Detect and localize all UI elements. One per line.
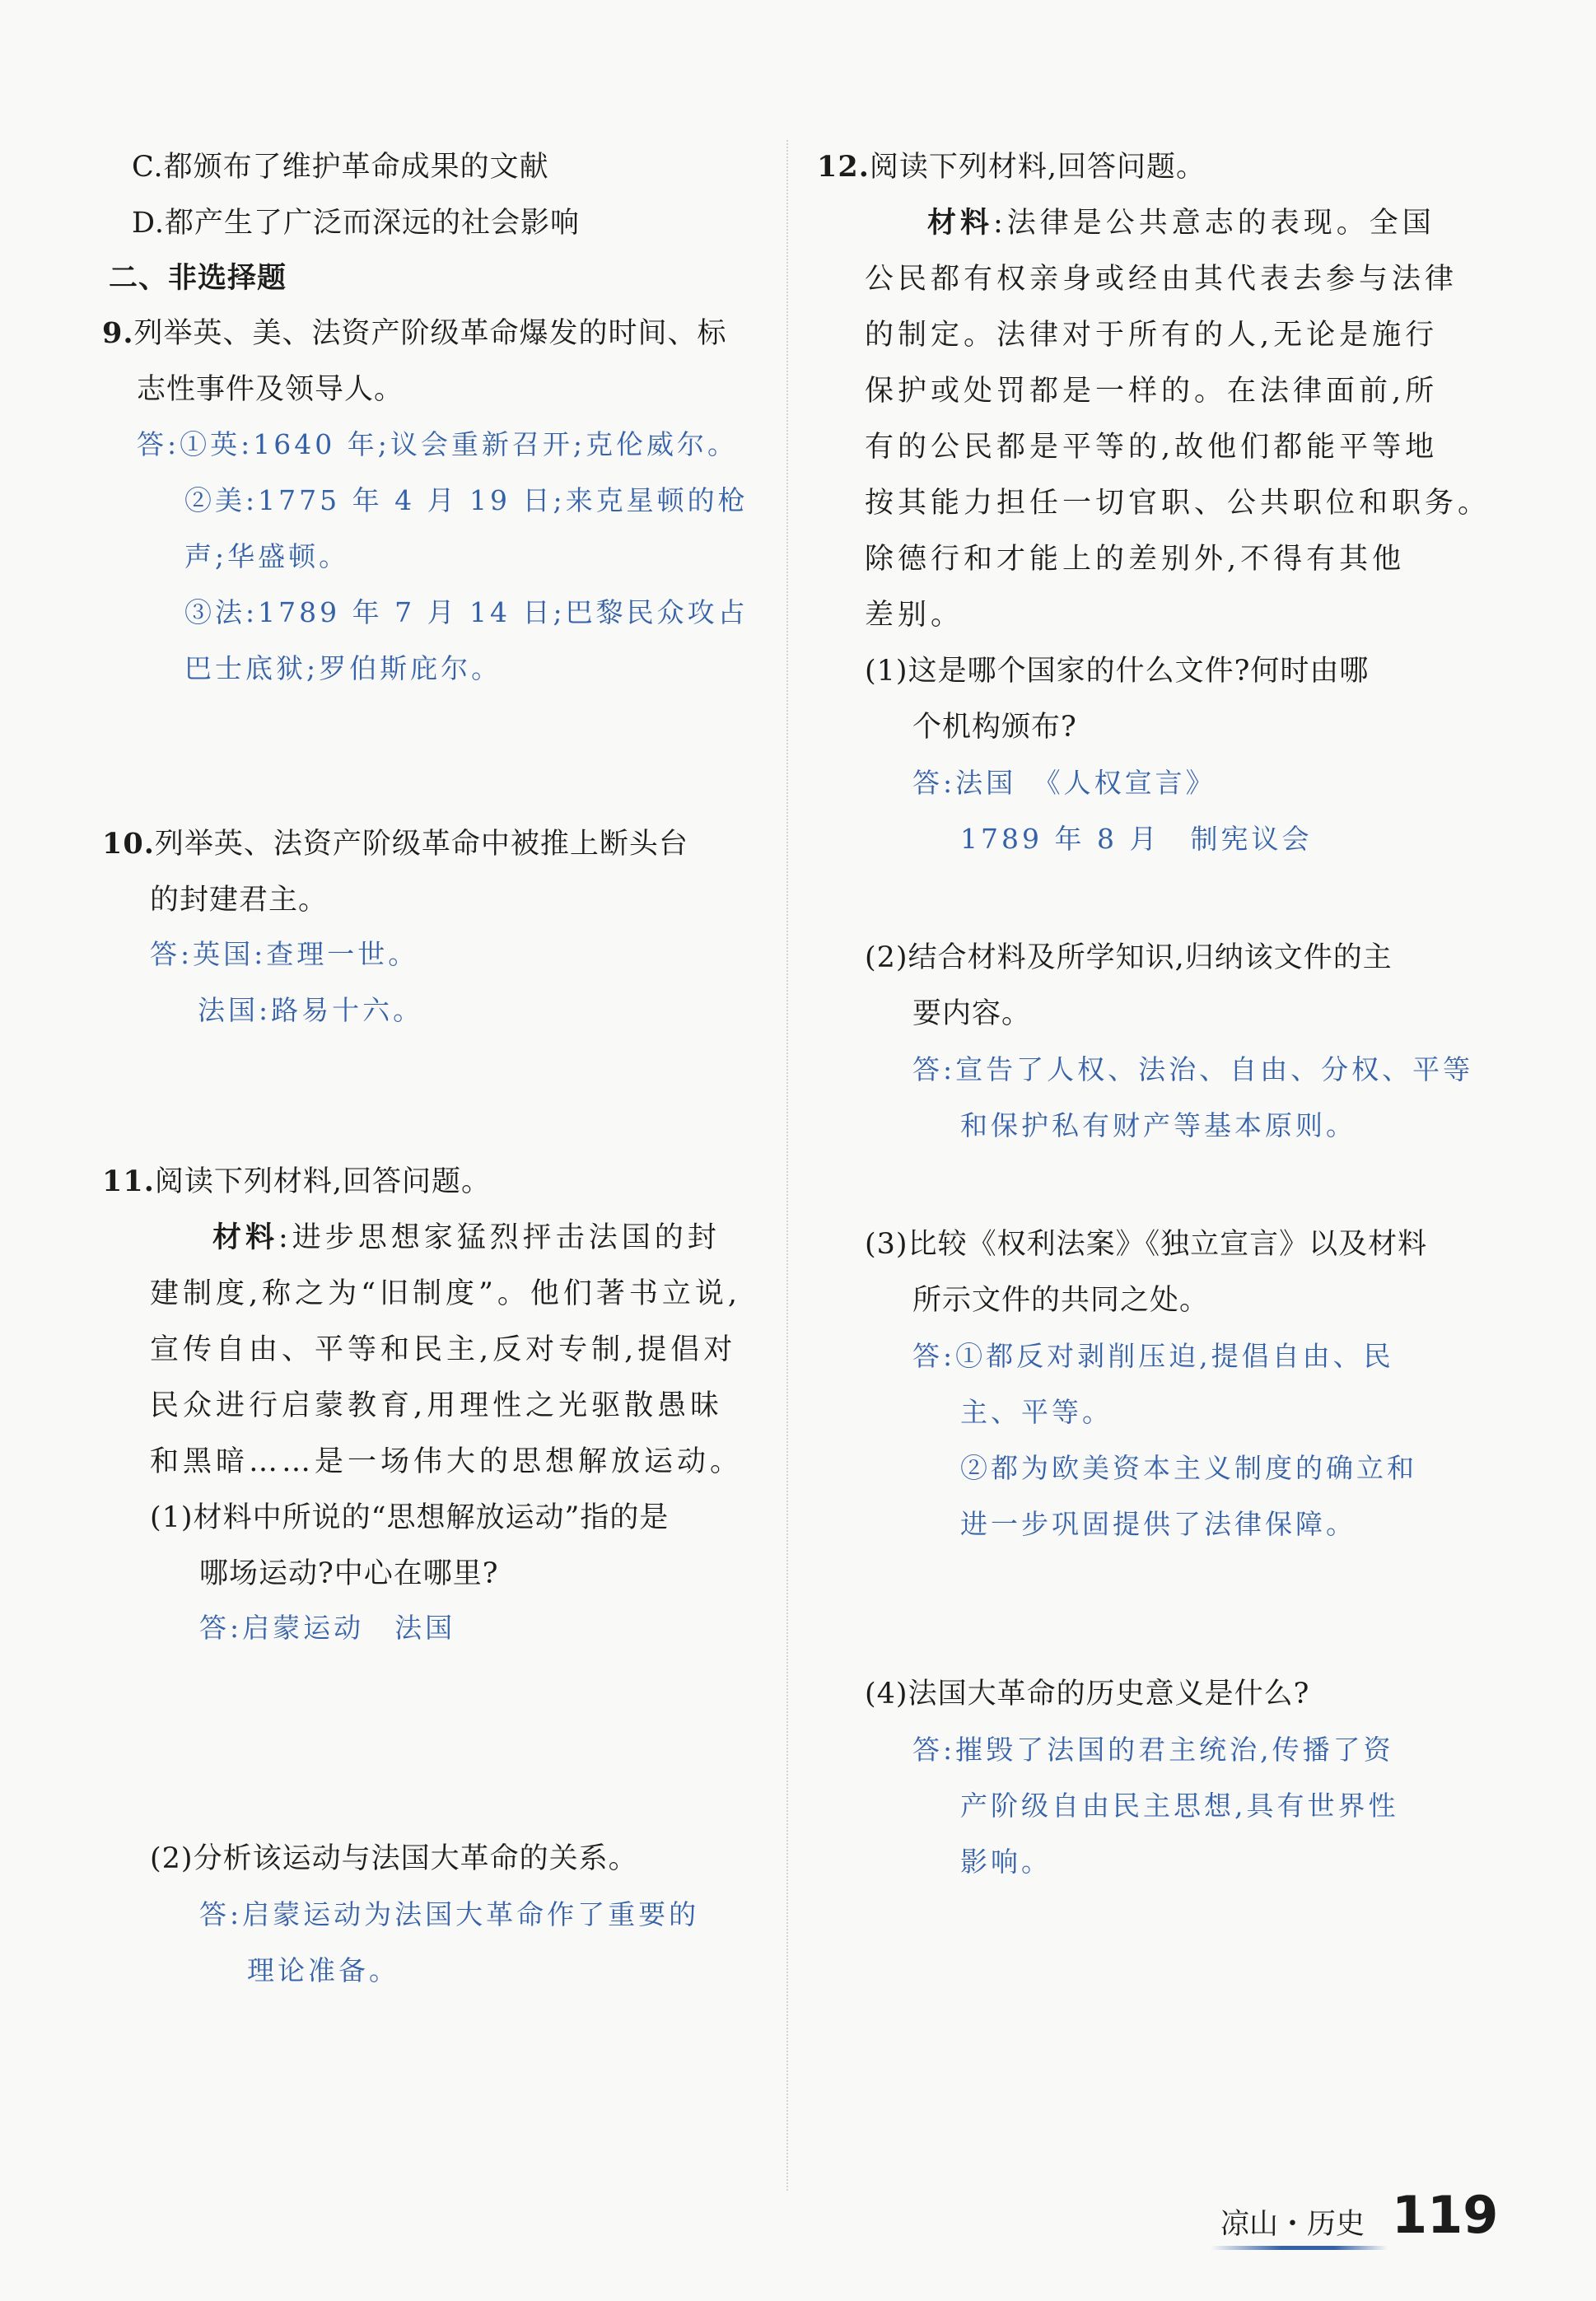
answer-11-2-2: 理论准备。 [247, 1954, 399, 1986]
question-12-part-1: (1)这是哪个国家的什么文件?何时由哪 [865, 655, 1370, 688]
answer-10-2: 法国:路易十六。 [198, 994, 424, 1026]
question-11-part-1: (1)材料中所说的“思想解放运动”指的是 [150, 1501, 670, 1534]
question-text: 阅读下列材料,回答问题。 [154, 1165, 492, 1198]
question-number: 11. [102, 1165, 155, 1198]
question-10-line-2: 的封建君主。 [150, 884, 329, 917]
section-title: 二、非选择题 [109, 261, 287, 295]
material-11-line-1: 材料:进步思想家猛烈抨击法国的封 [212, 1221, 721, 1254]
question-11-part-2: (2)分析该运动与法国大革命的关系。 [150, 1842, 638, 1875]
material-12-line-8: 差别。 [865, 599, 964, 632]
question-number: 9. [102, 316, 134, 350]
answer-12-3-2: 主、平等。 [960, 1396, 1113, 1428]
answer-12-1-2: 1789 年 8 月 制宪议会 [960, 823, 1313, 855]
column-divider [786, 140, 788, 2191]
question-12 [817, 147, 1206, 188]
question-10 [102, 824, 688, 865]
answer-10-1: 答:英国:查理一世。 [150, 938, 419, 970]
material-12-line-1: 材料:法律是公共意志的表现。全国 [927, 206, 1435, 240]
question-12-part-1-line-2: 个机构颁布? [912, 711, 1077, 744]
answer-12-3-4: 进一步巩固提供了法律保障。 [960, 1508, 1356, 1540]
answer-9-5: 巴士底狱;罗伯斯庇尔。 [184, 652, 502, 684]
question-text: 列举英、法资产阶级革命中被推上断头台 [154, 828, 688, 861]
material-12-line-3: 的制定。法律对于所有的人,无论是施行 [865, 319, 1439, 352]
question-text: 列举英、美、法资产阶级革命爆发的时间、标 [133, 317, 727, 350]
footer-label: 凉山・历史 [1220, 2208, 1365, 2241]
answer-9-4: ③法:1789 年 7 月 14 日;巴黎民众攻占 [184, 596, 749, 628]
material-11-line-3: 宣传自由、平等和民主,反对专制,提倡对 [150, 1333, 737, 1366]
material-12-line-6: 按其能力担任一切官职、公共职位和职务。 [865, 487, 1491, 520]
answer-11-1: 答:启蒙运动 法国 [199, 1612, 456, 1644]
answer-12-2-1: 答:宣告了人权、法治、自由、分权、平等 [912, 1053, 1474, 1085]
question-number: 10. [102, 827, 155, 861]
answer-12-3-3: ②都为欧美资本主义制度的确立和 [960, 1452, 1417, 1484]
question-12-part-4: (4)法国大革命的历史意义是什么? [865, 1678, 1310, 1711]
question-12-part-3-line-2: 所示文件的共同之处。 [912, 1284, 1210, 1317]
option-c: C.都颁布了维护革命成果的文献 [132, 151, 549, 184]
question-11-part-1-line-2: 哪场运动?中心在哪里? [199, 1557, 499, 1590]
material-label: 材料 [927, 206, 994, 240]
question-12-part-2: (2)结合材料及所学知识,归纳该文件的主 [865, 941, 1393, 974]
question-12-part-2-line-2: 要内容。 [912, 997, 1032, 1030]
question-number: 12. [817, 150, 870, 184]
question-9 [102, 313, 727, 354]
material-11-line-2: 建制度,称之为“旧制度”。他们著书立说, [150, 1277, 742, 1310]
footer-underline [1211, 2246, 1388, 2250]
question-text: 阅读下列材料,回答问题。 [869, 151, 1206, 184]
question-9-line-2: 志性事件及领导人。 [137, 373, 404, 406]
answer-12-1-1: 答:法国 《人权宣言》 [912, 767, 1216, 799]
material-12-line-5: 有的公民都是平等的,故他们都能平等地 [865, 431, 1439, 464]
option-d: D.都产生了广泛而深远的社会影响 [132, 207, 580, 240]
answer-9-3: 声;华盛顿。 [184, 540, 350, 572]
material-12-line-7: 除德行和才能上的差别外,不得有其他 [865, 543, 1406, 576]
answer-11-2-1: 答:启蒙运动为法国大革命作了重要的 [199, 1898, 700, 1930]
answer-12-3-1: 答:①都反对剥削压迫,提倡自由、民 [912, 1340, 1394, 1372]
answer-9-1: 答:①英:1640 年;议会重新召开;克伦威尔。 [137, 428, 738, 460]
material-11-line-5: 和黑暗……是一场伟大的思想解放运动。 [150, 1445, 744, 1478]
material-label: 材料 [212, 1221, 279, 1254]
material-12-line-4: 保护或处罚都是一样的。在法律面前,所 [865, 375, 1439, 408]
answer-12-4-1: 答:摧毁了法国的君主统治,传播了资 [912, 1734, 1394, 1766]
question-11 [102, 1161, 491, 1202]
material-11-line-4: 民众进行启蒙教育,用理性之光驱散愚昧 [150, 1389, 724, 1422]
question-12-part-3: (3)比较《权利法案》《独立宣言》以及材料 [865, 1228, 1428, 1261]
answer-12-2-2: 和保护私有财产等基本原则。 [960, 1109, 1356, 1141]
answer-9-2: ②美:1775 年 4 月 19 日;来克星顿的枪 [184, 484, 749, 516]
answer-12-4-2: 产阶级自由民主思想,具有世界性 [960, 1790, 1399, 1822]
answer-12-4-3: 影响。 [960, 1846, 1052, 1878]
page-number: 119 [1392, 2185, 1499, 2245]
material-12-line-2: 公民都有权亲身或经由其代表去参与法律 [865, 263, 1458, 296]
